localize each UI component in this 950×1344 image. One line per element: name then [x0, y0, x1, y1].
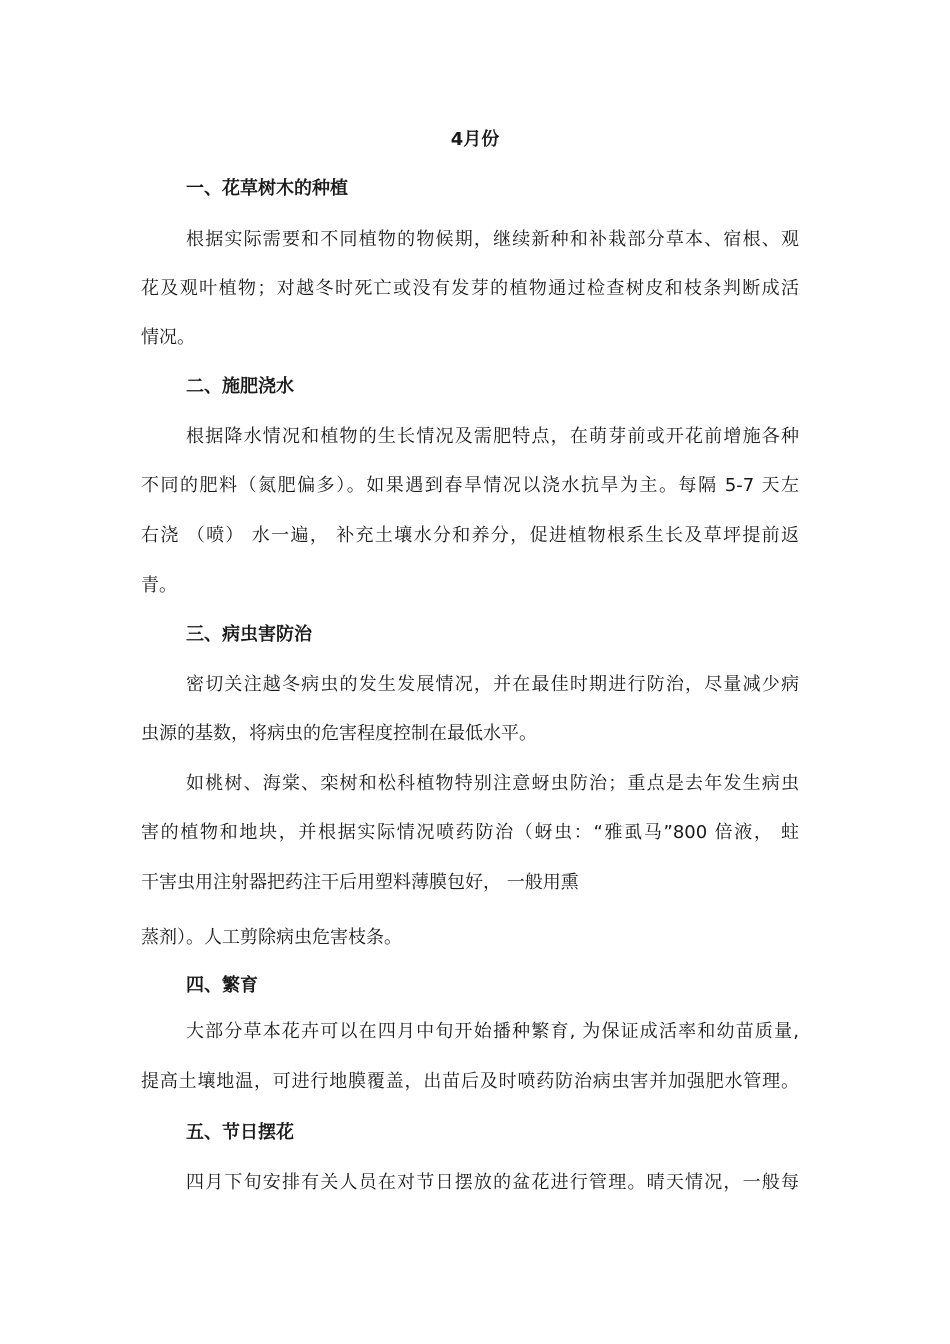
paragraph-line: 蒸剂）。人工剪除病虫危害枝条。	[141, 927, 402, 948]
paragraph-line: 右浇 （喷） 水一遍， 补充土壤水分和养分，促进植物根系生长及草坪提前返	[141, 525, 799, 546]
section-heading-fertilize-water: 二、施肥浇水	[186, 376, 294, 397]
paragraph-line: 不同的肥料（氮肥偏多）。如果遇到春旱情况以浇水抗旱为主。每隔 5-7 天左	[141, 475, 799, 496]
paragraph-line: 提高土壤地温，可进行地膜覆盖，出苗后及时喷药防治病虫害并加强肥水管理。	[141, 1071, 799, 1092]
page-title: 4月份	[450, 129, 500, 150]
paragraph-line: 如桃树、海棠、栾树和松科植物特别注意蚜虫防治；重点是去年发生病虫	[186, 773, 799, 794]
section-heading-breeding: 四、繁育	[186, 975, 258, 996]
paragraph-line: 情况。	[141, 327, 195, 348]
paragraph-line: 大部分草本花卉可以在四月中旬开始播种繁育, 为保证成活率和幼苗质量,	[186, 1021, 799, 1042]
paragraph-line: 密切关注越冬病虫的发生发展情况，并在最佳时期进行防治，尽量减少病	[186, 674, 799, 695]
paragraph-line: 虫源的基数，将病虫的危害程度控制在最低水平。	[141, 723, 537, 744]
paragraph-line: 根据降水情况和植物的生长情况及需肥特点，在萌芽前或开花前增施各种	[186, 426, 799, 447]
paragraph-line: 干害虫用注射器把药注干后用塑料薄膜包好， 一般用熏	[141, 872, 579, 893]
paragraph-line: 四月下旬安排有关人员在对节日摆放的盆花进行管理。晴天情况，一般每	[186, 1172, 799, 1193]
section-heading-planting: 一、花草树木的种植	[186, 178, 348, 199]
paragraph-line: 害的植物和地块，并根据实际情况喷药防治（蚜虫：“雅虱马”800 倍液， 蛀	[141, 822, 799, 843]
paragraph-line: 花及观叶植物；对越冬时死亡或没有发芽的植物通过检查树皮和枝条判断成活	[141, 278, 799, 299]
section-heading-holiday-flowers: 五、节日摆花	[186, 1122, 294, 1143]
section-heading-pest-control: 三、病虫害防治	[186, 624, 312, 645]
paragraph-line: 青。	[141, 575, 177, 596]
paragraph-line: 根据实际需要和不同植物的物候期，继续新种和补栽部分草本、宿根、观	[186, 229, 799, 250]
